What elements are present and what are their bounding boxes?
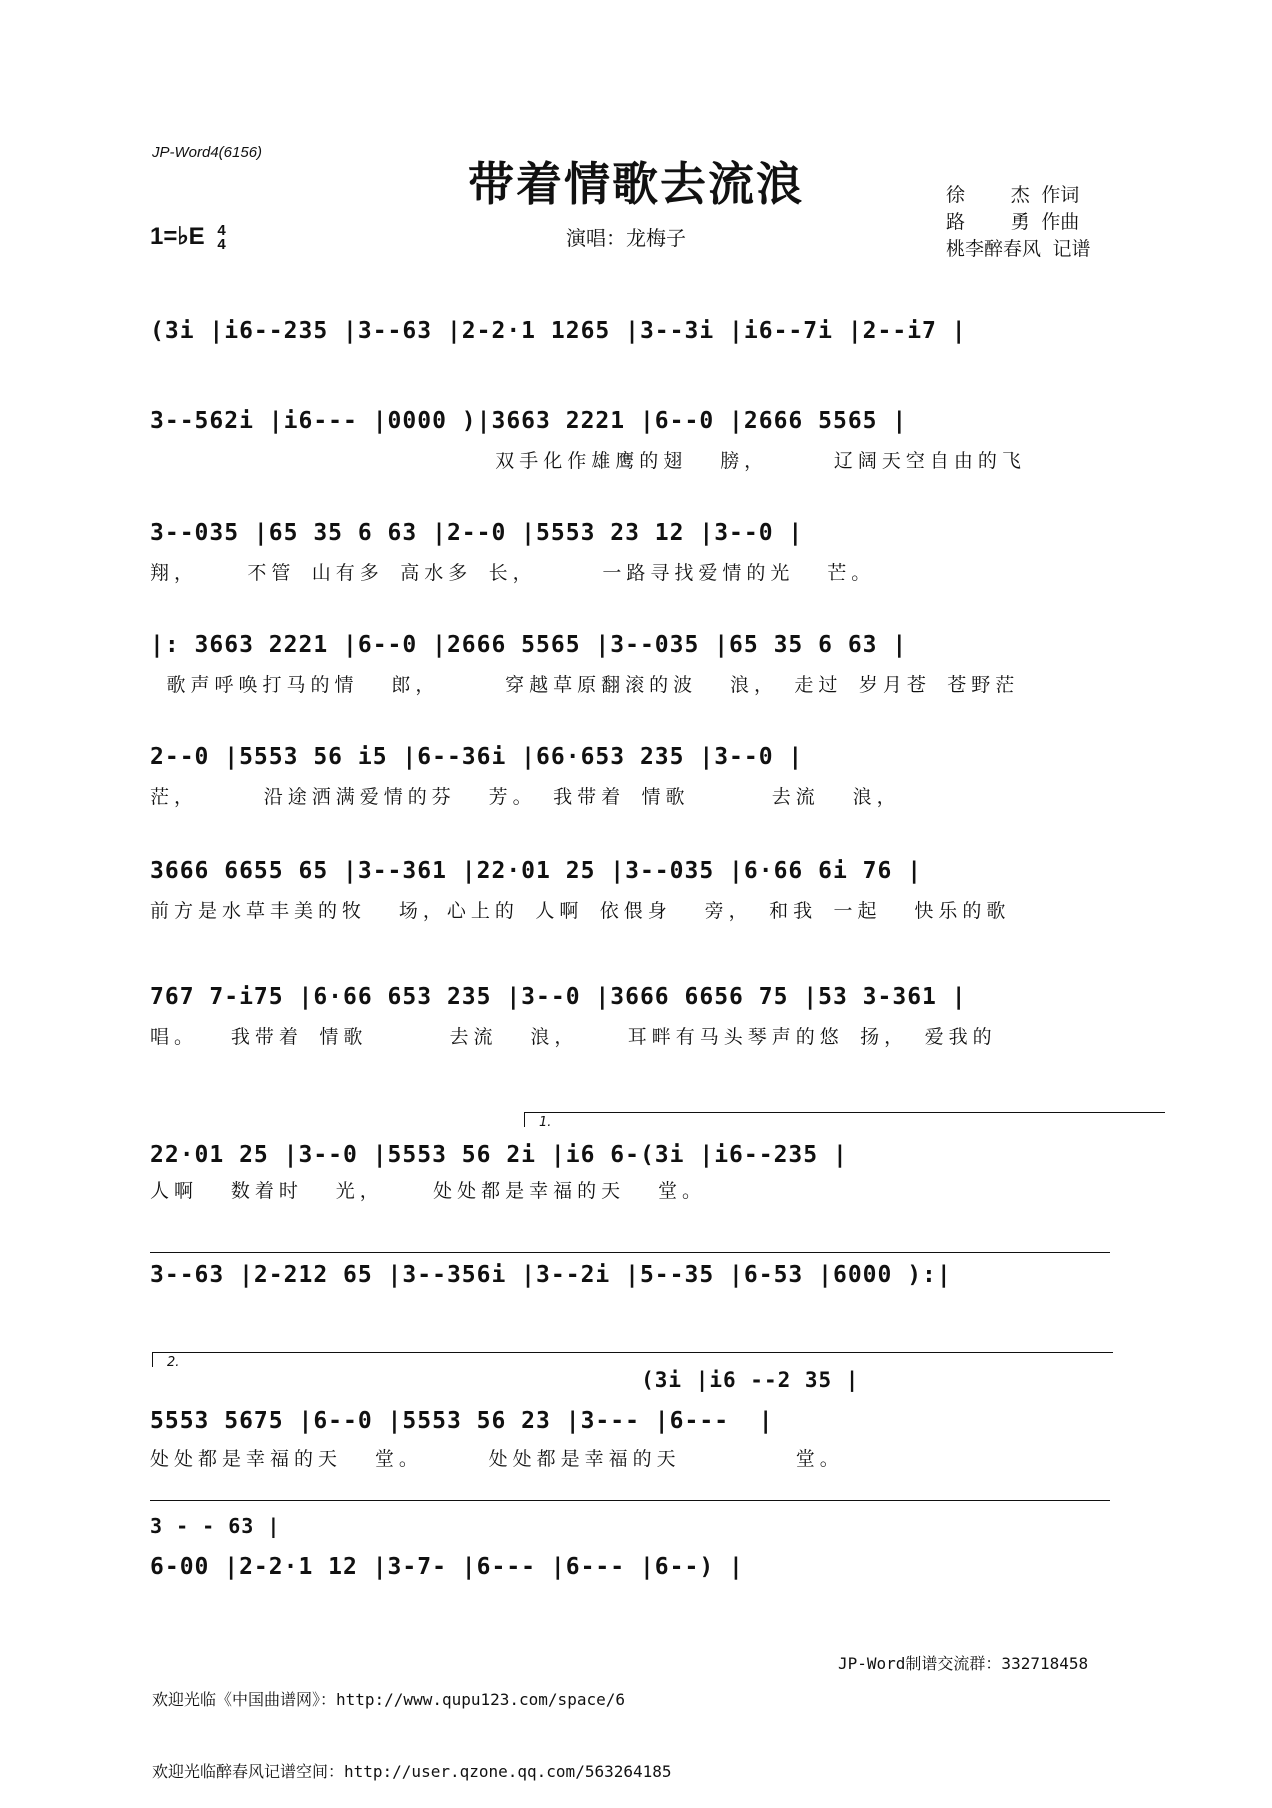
notes-line: (3i |i6 --2 35 |	[150, 1368, 860, 1392]
notes-line: 5553 5675 |6--0 |5553 56 23 |3--- |6--- |	[150, 1408, 774, 1434]
meter-bottom: 4	[217, 235, 226, 253]
footer-link-line: 欢迎光临《中国曲谱网》：http://www.qupu123.com/space/6	[152, 1690, 625, 1709]
volta-label: 2.	[167, 1355, 180, 1370]
volta-bracket-1	[524, 1112, 1165, 1130]
lyricist-credit: 徐 杰 作词	[946, 184, 1080, 206]
footer-group: JP-Word制谱交流群：332718458	[838, 1654, 1089, 1673]
volta-bracket-2	[152, 1352, 1113, 1370]
footer-link-line: 欢迎光临醉春风记谱空间：http://user.qzone.qq.com/563264185	[152, 1762, 672, 1781]
time-signature	[217, 221, 226, 253]
lyrics-line: 人啊 数着时 光， 处处都是幸福的天 堂。	[150, 1180, 706, 1202]
lyrics-line: 唱。 我带着 情歌 去流 浪， 耳畔有马头琴声的悠 扬， 爱我的	[150, 1026, 997, 1048]
notes-line: 3--035 |65 35 6 63 |2--0 |5553 23 12 |3--0 |	[150, 520, 804, 546]
singer: 演唱：龙梅子	[566, 226, 686, 250]
notes-line: 3666 6655 65 |3--361 |22·01 25 |3--035 |6·66 6i 76 |	[150, 858, 923, 884]
lyrics-line: 双手化作雄鹰的翅 膀， 辽阔天空自由的飞	[150, 450, 1026, 472]
notes-line: 6-00 |2-2·1 12 |3-7- |6--- |6--- |6--) |	[150, 1554, 744, 1580]
credits	[946, 182, 1090, 263]
notes-line: 2--0 |5553 56 i5 |6--36i |66·653 235 |3--0 |	[150, 744, 804, 770]
transcriber-credit: 桃李醉春风 记谱	[946, 238, 1091, 260]
volta-label: 1.	[539, 1115, 552, 1130]
notes-line: 3--562i |i6--- |0000 )|3663 2221 |6--0 |2666 5565 |	[150, 408, 908, 434]
lyrics-line: 翔， 不管 山有多 高水多 长， 一路寻找爱情的光 芒。	[150, 562, 876, 584]
lyrics-line: 茫， 沿途洒满爱情的芬 芳。 我带着 情歌 去流 浪，	[150, 786, 901, 808]
composer-credit: 路 勇 作曲	[946, 211, 1080, 233]
lyrics-line: 歌声呼唤打马的情 郎， 穿越草原翻滚的波 浪， 走过 岁月苍 苍野茫	[150, 674, 1020, 696]
footer-links	[152, 1640, 672, 1808]
notes-line: (3i |i6--235 |3--63 |2-2·1 1265 |3--3i |i6--7i |2--i7 |	[150, 318, 967, 344]
notes-line: 3 - - 63 |	[150, 1514, 281, 1538]
volta-extension-line	[150, 1252, 1110, 1253]
notes-line: |: 3663 2221 |6--0 |2666 5565 |3--035 |65 35 6 63 |	[150, 632, 908, 658]
lyrics-line: 处处都是幸福的天 堂。 处处都是幸福的天 堂。	[150, 1448, 844, 1470]
key-meter	[150, 222, 226, 252]
software-label: JP-Word4(6156)	[152, 144, 263, 161]
section-divider-line	[150, 1500, 1110, 1501]
notes-line: 22·01 25 |3--0 |5553 56 2i |i6 6-(3i |i6--235 |	[150, 1142, 848, 1168]
key-signature: 1=♭E	[150, 223, 205, 250]
notes-line: 767 7-i75 |6·66 653 235 |3--0 |3666 6656 75 |53 3-361 |	[150, 984, 967, 1010]
meter-top: 4	[217, 221, 226, 239]
lyrics-line: 前方是水草丰美的牧 场，心上的 人啊 依偎身 旁， 和我 一起 快乐的歌	[150, 900, 1011, 922]
notes-line: 3--63 |2-212 65 |3--356i |3--2i |5--35 |6-53 |6000 ):|	[150, 1262, 952, 1288]
song-title: 带着情歌去流浪	[468, 157, 804, 211]
